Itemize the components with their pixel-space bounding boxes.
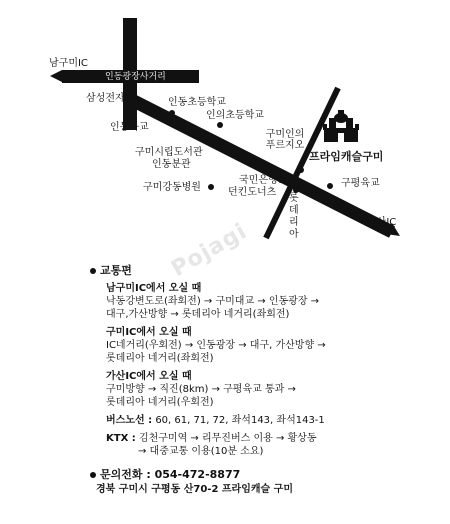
dot-elem xyxy=(169,110,175,116)
bullet-icon xyxy=(90,472,96,478)
from-namgumi-line-2: 대구,가산방향 → 롯데리아 네거리(좌회전) xyxy=(106,309,290,320)
from-gumi-line-1: IC네거리(우회전) → 인동광장 → 대구, 가산방향 → xyxy=(106,340,326,351)
arrow-left-icon xyxy=(50,70,62,82)
dot-inui-elem xyxy=(217,122,223,128)
label-castle-name: 프라임캐슬구미 xyxy=(309,150,384,163)
label-gumi-gangdong-hospital: 구미강동병원 xyxy=(143,182,201,193)
from-gumi-line-2: 롯데리아 네거리(좌회전) xyxy=(106,353,214,364)
bus-value: 60, 61, 71, 72, 좌석143, 좌석143-1 xyxy=(155,415,325,426)
label-samsung: 삼성전자 xyxy=(86,93,125,104)
label-inui-elem: 인의초등학교 xyxy=(206,110,264,121)
transport-title: 교통편 xyxy=(100,264,132,277)
bullet-icon xyxy=(90,268,96,274)
bus-key: 버스노선 : xyxy=(106,415,153,426)
dot-samsung xyxy=(138,98,144,104)
phone-number: 054-472-8877 xyxy=(154,468,241,481)
label-gupyeong-yukgyo: 구평육교 xyxy=(341,178,380,189)
label-gasan-ic: 가산IC xyxy=(367,217,397,228)
label-gumi-inui-prugio: 구미인의 푸르지오 xyxy=(265,129,305,151)
bus-row xyxy=(106,414,440,427)
label-gumi-library: 구미시립도서관 xyxy=(135,147,203,158)
from-gasan-line-2: 롯데리아 네거리(우회전) xyxy=(106,397,214,408)
label-indong-yukgyo: 인동육교 xyxy=(110,122,149,133)
ktx-key: KTX : xyxy=(106,433,136,444)
label-indong-branch: 인동분관 xyxy=(152,159,191,170)
label-lotteria: 롯데리아 xyxy=(289,193,299,240)
location-map xyxy=(0,0,450,260)
directions-panel xyxy=(90,262,440,496)
from-gasan-line-1: 구미방향 → 직진(8km) → 구평육교 통과 → xyxy=(106,384,296,395)
label-indong-crossroad: 인동광장사거리 xyxy=(105,72,166,82)
address: 경북 구미시 구평동 산70-2 프라임캐슬 구미 xyxy=(96,484,293,495)
from-gumi-title: 구미IC에서 오실 때 xyxy=(106,327,192,338)
ktx-line-2: → 대중교통 이용(10분 소요) xyxy=(138,446,264,457)
dot-bank xyxy=(278,177,284,183)
dot-gupyeong xyxy=(327,183,333,189)
ktx-row xyxy=(106,432,440,445)
phone-label: 문의전화 : xyxy=(100,468,151,481)
from-gasan-title: 가산IC에서 오실 때 xyxy=(106,371,192,382)
dot-hospital xyxy=(208,184,214,190)
ktx-line-1: 김천구미역 → 리무진버스 이용 → 황상동 xyxy=(138,433,317,444)
label-kb-bank: 국민은행 xyxy=(239,175,278,186)
watermark-logo: Pojagi xyxy=(167,218,252,283)
label-nam-gumi-ic: 남구미IC xyxy=(49,58,88,69)
from-namgumi-line-1: 낙동강변도로(좌회전) → 구미대교 → 인동광장 → xyxy=(106,296,320,307)
label-indong-elem: 인동초등학교 xyxy=(168,97,226,108)
dot-prugio xyxy=(298,167,304,173)
transport-heading xyxy=(90,264,440,277)
phone-row xyxy=(90,468,440,481)
label-dunkin: 던킨도너츠 xyxy=(228,187,277,198)
from-namgumi-title: 남구미IC에서 오실 때 xyxy=(106,283,202,294)
dot-library xyxy=(243,154,249,160)
